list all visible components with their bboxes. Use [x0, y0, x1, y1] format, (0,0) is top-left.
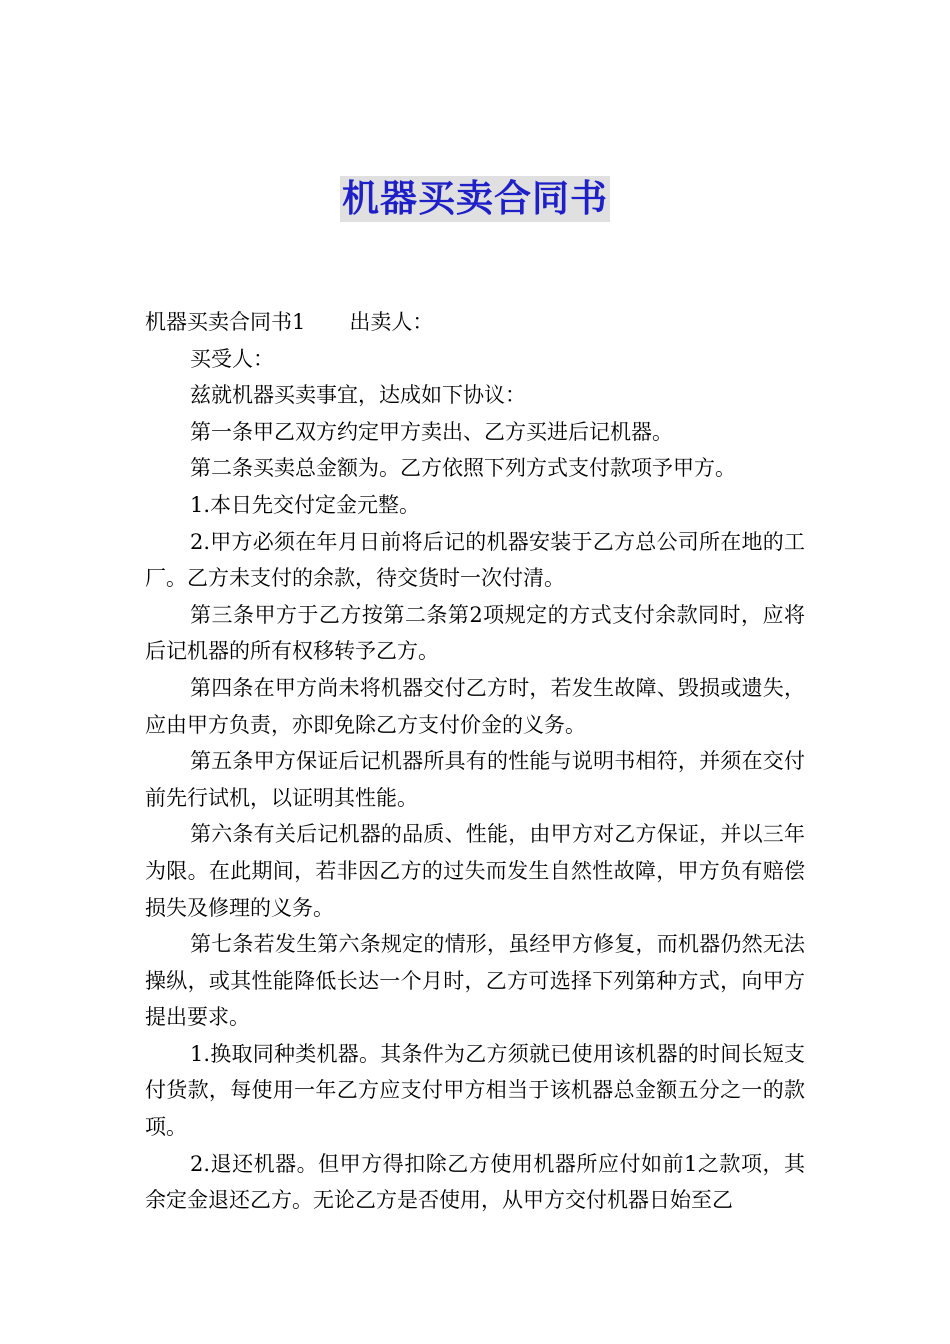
- heading-line: [145, 304, 805, 341]
- paragraph-article-4: 第四条在甲方尚未将机器交付乙方时，若发生故障、毁损或遗失，应由甲方负责，亦即免除乙方支付价金的义务。: [145, 675, 805, 737]
- contract-heading: 机器买卖合同书1: [145, 310, 306, 334]
- paragraph-article-5: 第五条甲方保证后记机器所具有的性能与说明书相符，并须在交付前先行试机，以证明其性能。: [145, 749, 805, 810]
- paragraph-buyer: 买受人：: [190, 346, 274, 371]
- document-body: [145, 304, 805, 1219]
- paragraph-article-2-item-2: 2.甲方必须在年月日前将后记的机器安装于乙方总公司所在地的工厂。乙方未支付的余款，待交货时一次付清。: [145, 529, 805, 591]
- paragraph-article-7-item-2: 2.退还机器。但甲方得扣除乙方使用机器所应付如前1之款项，其余定金退还乙方。无论乙方是否使用，从甲方交付机器日始至乙: [145, 1151, 805, 1213]
- seller-label: 出卖人：: [349, 310, 434, 334]
- paragraph-article-3: 第三条甲方于乙方按第二条第2项规定的方式支付余款同时，应将后记机器的所有权移转予乙方。: [145, 602, 805, 664]
- paragraph-article-6: 第六条有关后记机器的品质、性能，由甲方对乙方保证，并以三年为限。在此期间，若非因乙方的过失而发生自然性故障，甲方负有赔偿损失及修理的义务。: [145, 822, 805, 920]
- paragraph-article-1: 第一条甲乙双方约定甲方卖出、乙方买进后记机器。: [190, 419, 673, 444]
- paragraph-article-2-item-1: 1.本日先交付定金元整。: [190, 492, 421, 517]
- paragraph-intro: 兹就机器买卖事宜，达成如下协议：: [190, 383, 526, 408]
- title-wrap: [0, 176, 950, 222]
- document-title: 机器买卖合同书: [342, 177, 608, 220]
- paragraph-article-7-item-1: 1.换取同种类机器。其条件为乙方须就已使用该机器的时间长短支付货款，每使用一年乙方应支付甲方相当于该机器总金额五分之一的款项。: [145, 1041, 805, 1140]
- paragraph-article-7: 第七条若发生第六条规定的情形，虽经甲方修复，而机器仍然无法操纵，或其性能降低长达一个月时，乙方可选择下列第种方式，向甲方提出要求。: [145, 932, 805, 1030]
- paragraph-article-2: 第二条买卖总金额为。乙方依照下列方式支付款项予甲方。: [190, 456, 736, 481]
